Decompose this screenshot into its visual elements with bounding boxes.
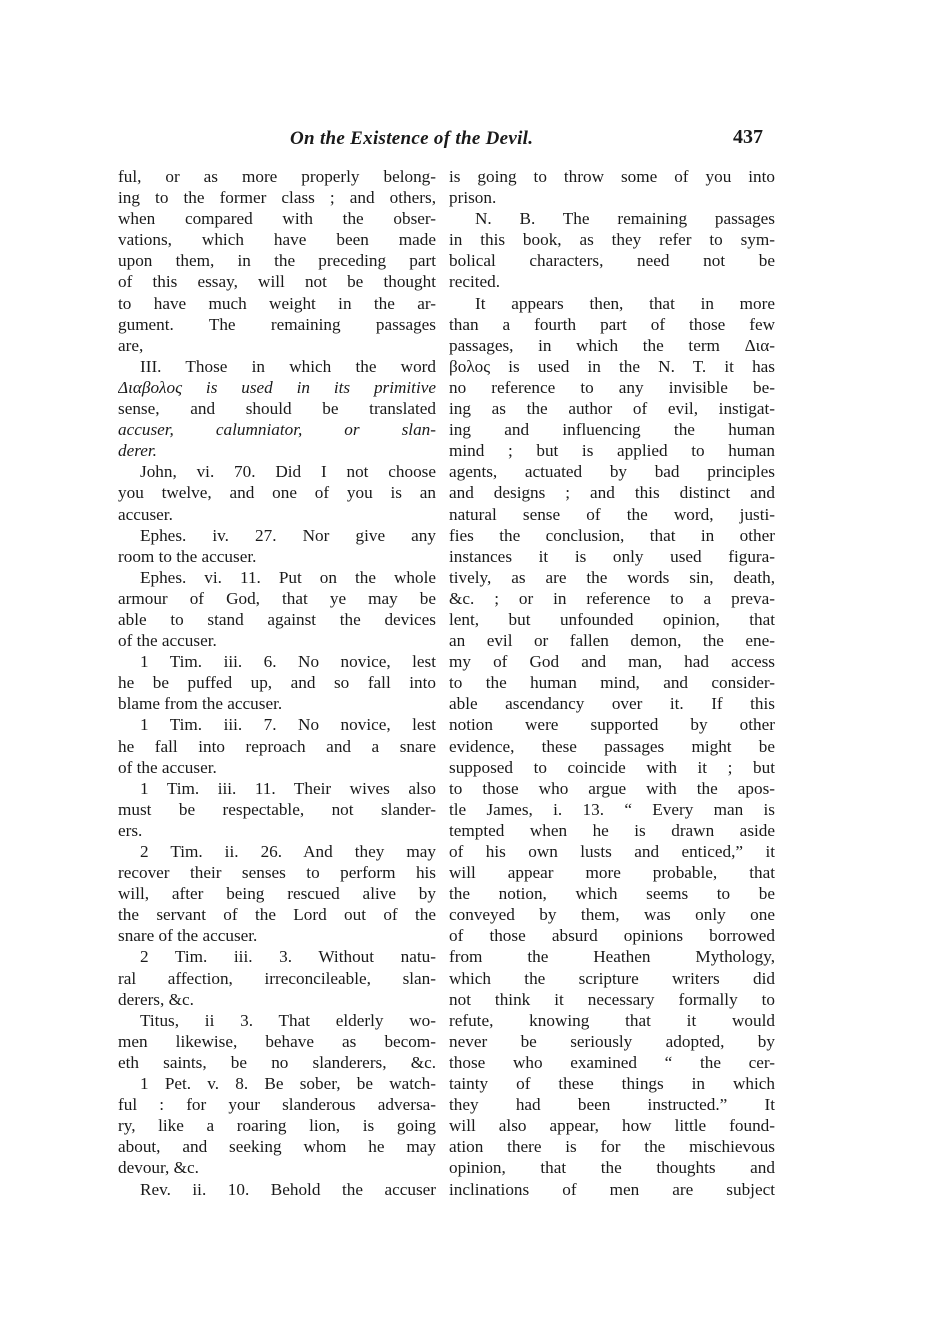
- verse-reference: Ephes. iv. 27. Nor give any: [140, 525, 436, 545]
- verse-reference: Rev. ii. 10. Behold the accuser: [140, 1179, 436, 1199]
- text-line: evidence, these passages might be: [449, 736, 775, 756]
- paragraph-start: N. B. The remaining passages: [475, 209, 775, 229]
- text-line: ful, or as more properly belong-: [118, 167, 436, 186]
- text-line: fies the conclusion, that in other: [449, 525, 775, 545]
- verse-reference: 1 Pet. v. 8. Be sober, be watch-: [140, 1074, 436, 1094]
- text-line: instances it is only used figura-: [449, 546, 775, 566]
- text-line: tempted when he is drawn aside: [449, 820, 775, 840]
- text-line: able ascendancy over it. If this: [449, 694, 775, 714]
- greek-term-line: βολος is used in the N. T. it has: [449, 356, 775, 376]
- text-line: to have much weight in the ar-: [118, 293, 436, 313]
- text-line: which the scripture writers did: [449, 968, 775, 988]
- text-line: to those who argue with the apos-: [449, 778, 775, 798]
- text-line: tle James, i. 13. “ Every man is: [449, 799, 775, 819]
- text-line: ers.: [118, 820, 143, 840]
- text-line: of those absurd opinions borrowed: [449, 926, 775, 946]
- text-line: ful : for your slanderous adversa-: [118, 1095, 436, 1115]
- verse-reference: Titus, ii 3. That elderly wo-: [140, 1010, 436, 1030]
- text-line: they had been instructed.” It: [449, 1095, 775, 1115]
- text-line: tainty of these things in which: [449, 1074, 775, 1094]
- text-line: derer.: [118, 441, 157, 461]
- verse-reference: 1 Tim. iii. 11. Their wives also: [140, 778, 436, 798]
- text-line: vations, which have been made: [118, 230, 436, 250]
- text-line: he be puffed up, and so fall into: [118, 673, 436, 693]
- text-line: derers, &c.: [118, 989, 194, 1009]
- text-line: ation there is for the mischievous: [449, 1137, 775, 1157]
- text-line: eth saints, be no slanderers, &c.: [118, 1052, 436, 1072]
- text-line: ry, like a roaring lion, is going: [118, 1116, 436, 1136]
- text-line: devour, &c.: [118, 1158, 199, 1178]
- text-line: conveyed by them, was only one: [449, 905, 775, 925]
- text-line: sense, and should be translated: [118, 399, 436, 419]
- verse-reference: Ephes. vi. 11. Put on the whole: [140, 567, 436, 587]
- verse-reference: John, vi. 70. Did I not choose: [140, 462, 436, 482]
- text-line: of the accuser.: [118, 757, 217, 777]
- text-line: no reference to any invisible be-: [449, 377, 775, 397]
- text-line: refute, knowing that it would: [449, 1010, 775, 1030]
- text-line: passages, in which the term Δια-: [449, 335, 775, 355]
- text-line: not think it necessary formally to: [449, 989, 775, 1009]
- text-line: from the Heathen Mythology,: [449, 947, 775, 967]
- greek-term-line: Διαβολος is used in its primitive: [118, 377, 436, 397]
- verse-reference: 1 Tim. iii. 6. No novice, lest: [140, 652, 436, 672]
- text-line: is going to throw some of you into: [449, 167, 775, 186]
- text-line: notion were supported by other: [449, 715, 775, 735]
- page-number: 437: [733, 126, 763, 148]
- text-line: accuser.: [118, 504, 173, 524]
- text-line: when compared with the obser-: [118, 209, 436, 229]
- text-line: tively, as are the words sin, death,: [449, 567, 775, 587]
- text-line: &c. ; or in reference to a preva-: [449, 588, 775, 608]
- text-line: than a fourth part of those few: [449, 314, 775, 334]
- text-line: you twelve, and one of you is an: [118, 483, 436, 503]
- text-line: ing to the former class ; and others,: [118, 188, 436, 208]
- text-line: inclinations of men are subject: [449, 1179, 775, 1199]
- text-line: of the accuser.: [118, 631, 217, 651]
- verse-reference: 2 Tim. ii. 26. And they may: [140, 842, 436, 861]
- text-line: about, and seeking whom he may: [118, 1137, 436, 1157]
- text-line: lent, but unfounded opinion, that: [449, 609, 775, 629]
- text-line: of this essay, will not be thought: [118, 272, 436, 292]
- text-line: opinion, that the thoughts and: [449, 1158, 775, 1178]
- text-line: of his own lusts and enticed,” it: [449, 842, 775, 861]
- right-column: [449, 166, 775, 1200]
- text-line: an evil or fallen demon, the ene-: [449, 631, 775, 651]
- text-line: recited.: [449, 272, 501, 292]
- text-line: the servant of the Lord out of the: [118, 905, 436, 925]
- text-line: ing and influencing the human: [449, 420, 775, 440]
- paragraph-start: It appears then, that in more: [475, 293, 775, 313]
- text-line: and designs ; and this distinct and: [449, 483, 775, 503]
- text-line: will appear more probable, that: [449, 863, 775, 883]
- text-line: he fall into reproach and a snare: [118, 736, 436, 756]
- text-line: never be seriously adopted, by: [449, 1031, 775, 1051]
- text-line: bolical characters, need not be: [449, 251, 775, 271]
- text-line: men likewise, behave as becom-: [118, 1031, 436, 1051]
- text-line: agents, actuated by bad principles: [449, 462, 775, 482]
- text-line: armour of God, that ye may be: [118, 588, 436, 608]
- text-line: recover their senses to perform his: [118, 863, 436, 883]
- text-line: to the human mind, and consider-: [449, 673, 775, 693]
- text-line: prison.: [449, 188, 497, 208]
- running-title: On the Existence of the Devil.: [290, 128, 534, 149]
- text-line: ing as the author of evil, instigat-: [449, 399, 775, 419]
- text-line: mind ; but is applied to human: [449, 441, 775, 461]
- text-line: will also appear, how little found-: [449, 1116, 775, 1136]
- text-line: ral affection, irreconcileable, slan-: [118, 968, 436, 988]
- text-line: will, after being rescued alive by: [118, 884, 436, 904]
- text-line: room to the accuser.: [118, 546, 257, 566]
- text-line: supposed to coincide with it ; but: [449, 757, 775, 777]
- text-line: must be respectable, not slander-: [118, 799, 436, 819]
- text-line: natural sense of the word, justi-: [449, 504, 775, 524]
- text-line: able to stand against the devices: [118, 609, 436, 629]
- section-heading-line: III. Those in which the word: [140, 356, 436, 376]
- text-line: in this book, as they refer to sym-: [449, 230, 775, 250]
- text-line: accuser, calumniator, or slan-: [118, 420, 436, 440]
- text-line: upon them, in the preceding part: [118, 251, 436, 271]
- text-line: are,: [118, 335, 144, 355]
- verse-reference: 2 Tim. iii. 3. Without natu-: [140, 947, 436, 967]
- left-column: [118, 166, 436, 1200]
- text-line: the notion, which seems to be: [449, 884, 775, 904]
- text-line: blame from the accuser.: [118, 694, 283, 714]
- text-line: gument. The remaining passages: [118, 314, 436, 334]
- text-line: my of God and man, had access: [449, 652, 775, 672]
- verse-reference: 1 Tim. iii. 7. No novice, lest: [140, 715, 436, 735]
- text-line: those who examined “ the cer-: [449, 1052, 775, 1072]
- text-line: snare of the accuser.: [118, 926, 258, 946]
